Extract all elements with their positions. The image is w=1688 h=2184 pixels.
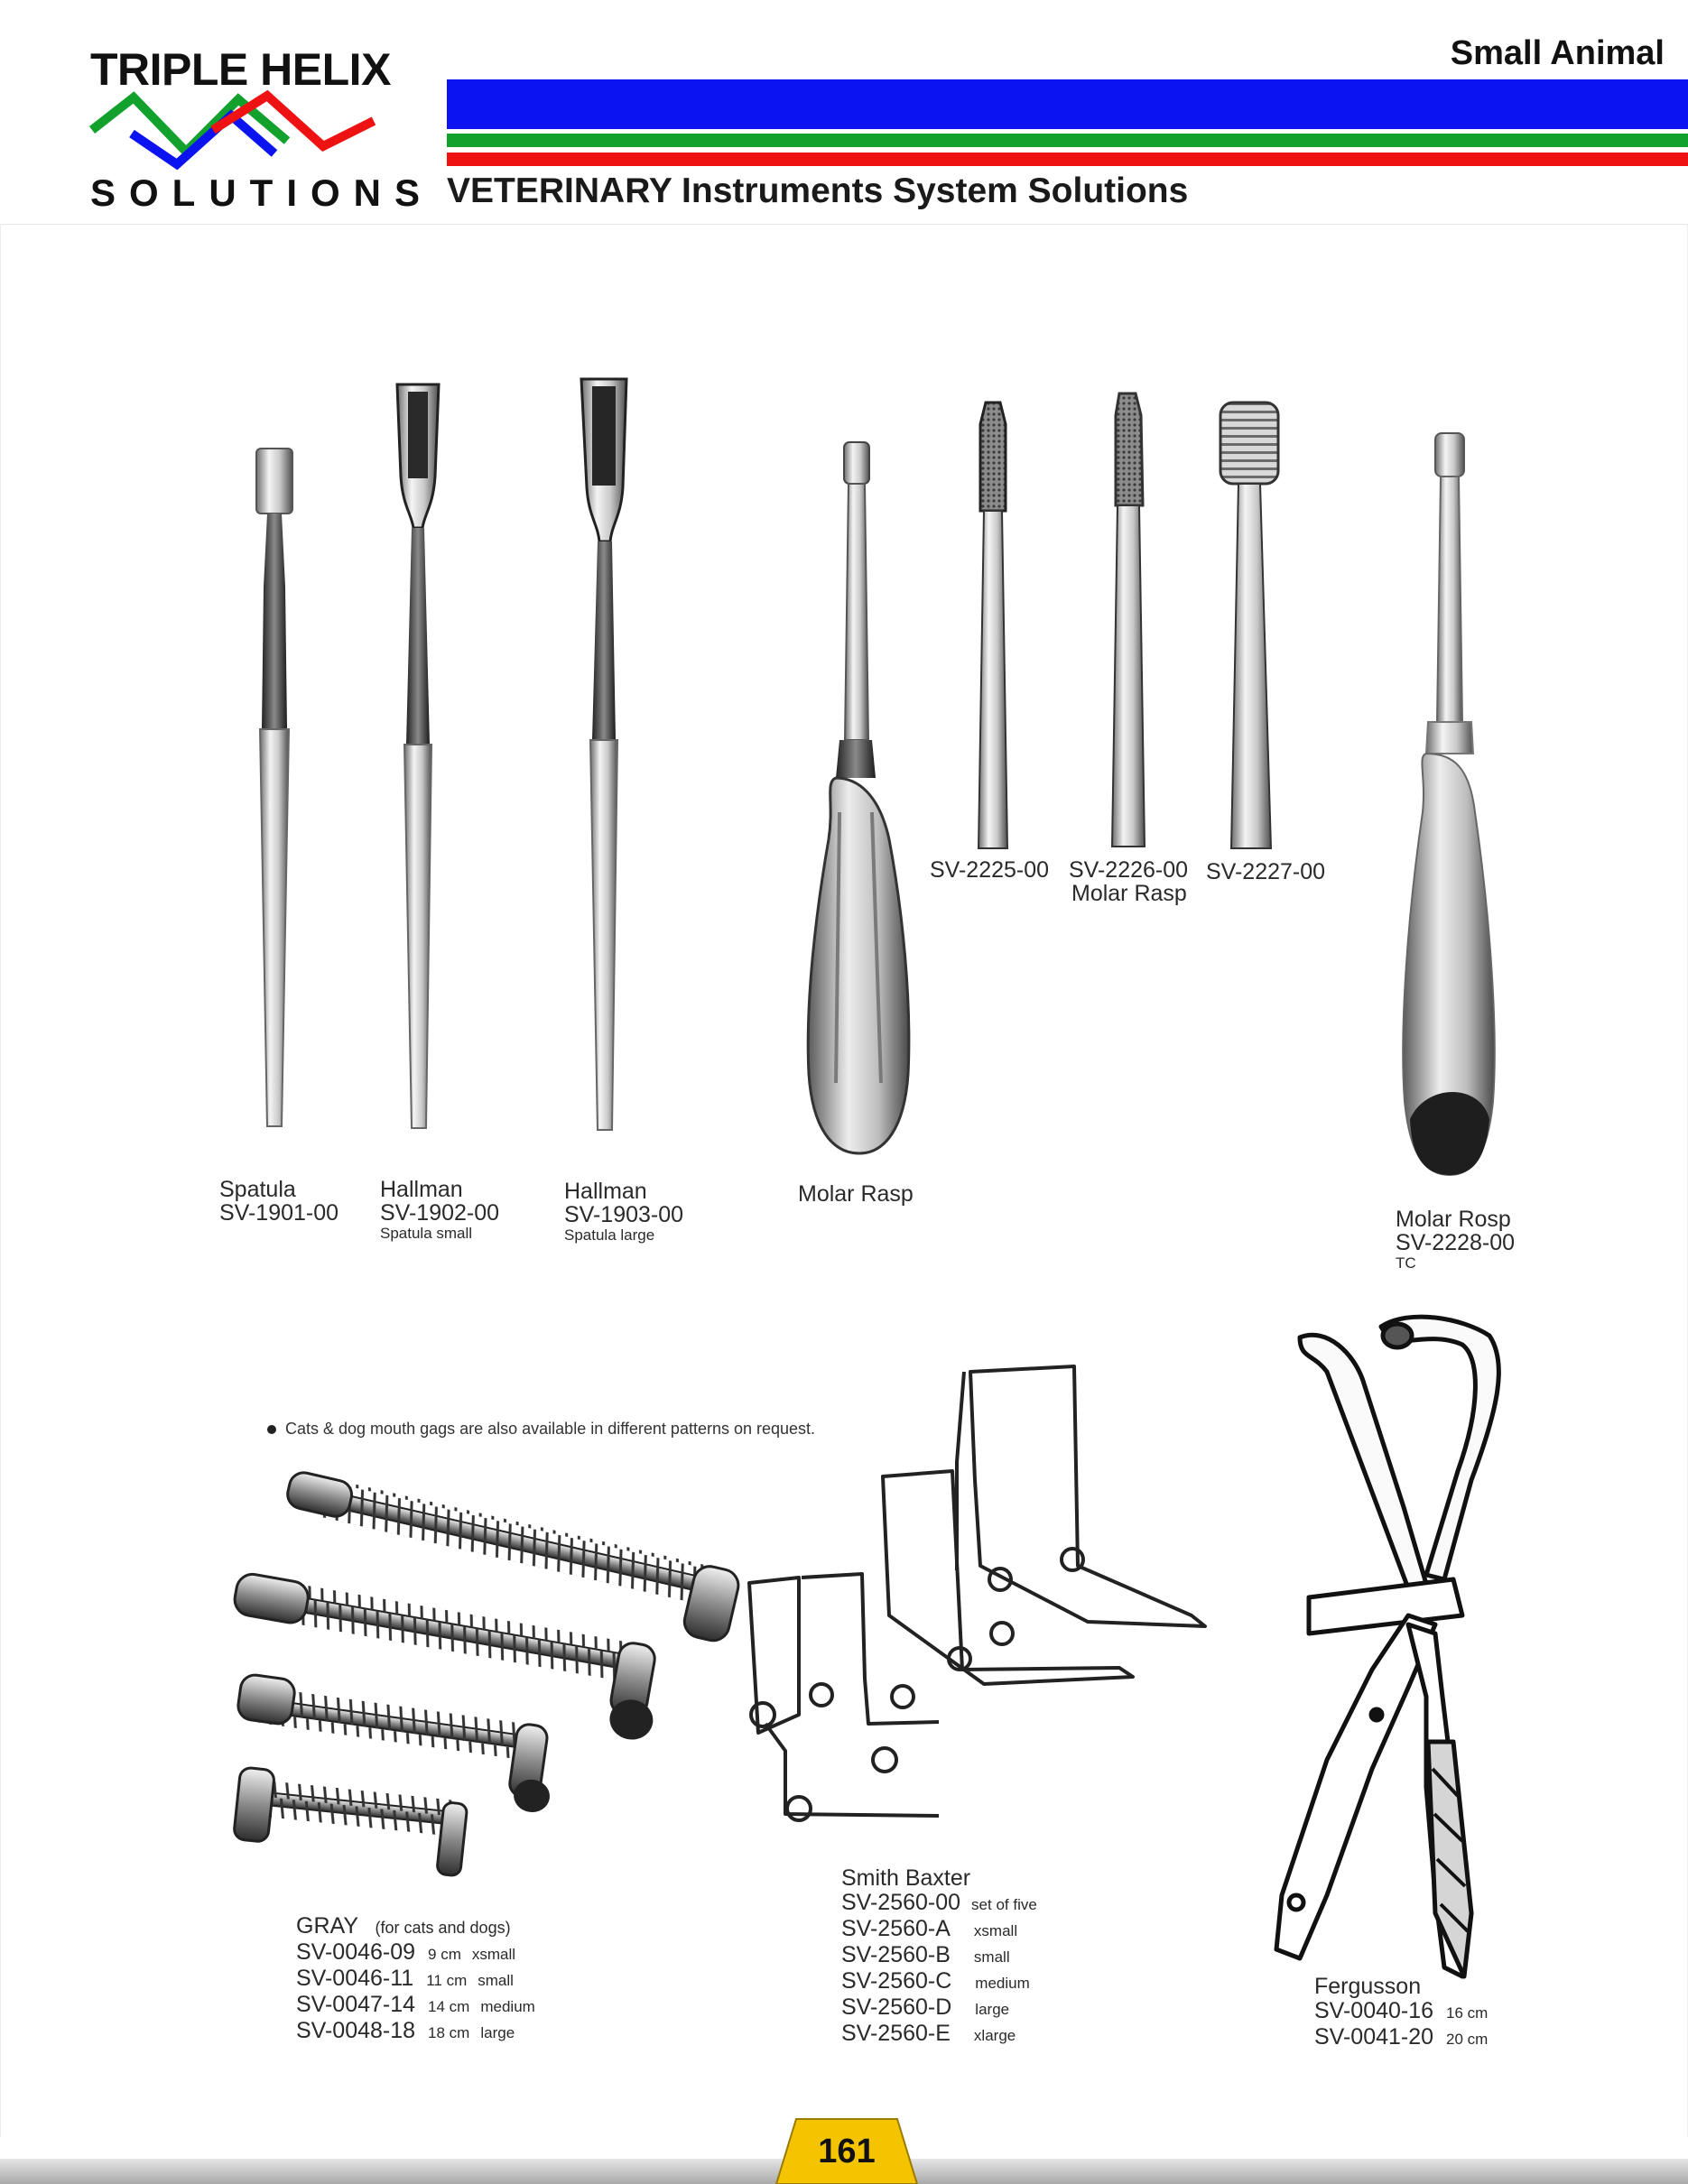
smith-baxter-row — [841, 1969, 1037, 1995]
gray-mouth-gags-icon — [223, 1470, 742, 1876]
fergusson-row-size: 20 cm — [1446, 2031, 1489, 2048]
gray-gag-label — [296, 1914, 535, 2045]
mouth-gag-note-text: Cats & dog mouth gags are also available in different patterns on request. — [285, 1420, 816, 1438]
fergusson-title: Fergusson — [1314, 1974, 1422, 1999]
gray-subtitle: (for cats and dogs) — [375, 1919, 511, 1937]
gray-row-code: SV-0046-11 — [296, 1966, 414, 1991]
molar-rosp-desc: TC — [1396, 1254, 1416, 1272]
gray-row — [296, 1993, 535, 2019]
hallman-large-code: SV-1903-00 — [564, 1202, 684, 1227]
hallman-small-label — [380, 1178, 499, 1243]
molar-rosp-code: SV-2228-00 — [1396, 1230, 1516, 1255]
spatula-code: SV-1901-00 — [219, 1200, 339, 1226]
smith-baxter-row — [841, 2022, 1037, 2048]
smith-baxter-row-code: SV-2560-00 — [841, 1890, 961, 1915]
smith-baxter-row-desc: xsmall — [973, 1922, 1018, 1939]
rasp-2227-code: SV-2227-00 — [1206, 859, 1326, 884]
gray-row-size: 9 cm — [428, 1946, 461, 1963]
spatula-name: Spatula — [219, 1177, 296, 1202]
hallman-small-code: SV-1902-00 — [380, 1200, 500, 1226]
spatula-label — [219, 1178, 339, 1225]
category-title: Small Animal — [1450, 34, 1665, 72]
gray-row-size: 18 cm — [428, 2024, 470, 2041]
hallman-small-name: Hallman — [380, 1177, 463, 1202]
fergusson-row — [1314, 1999, 1488, 2025]
gray-row — [296, 2019, 535, 2045]
smith-baxter-row-desc: large — [975, 2001, 1010, 2018]
smith-baxter-title: Smith Baxter — [841, 1865, 971, 1891]
hallman-large-name: Hallman — [564, 1179, 647, 1204]
fergusson-row — [1314, 2025, 1488, 2051]
rasp-2226-name: Molar Rasp — [1071, 881, 1187, 906]
rasp-2226-label — [1069, 858, 1188, 905]
gray-row-desc: large — [480, 2024, 515, 2041]
gray-row — [296, 1940, 535, 1967]
hallman-small-desc: Spatula small — [380, 1225, 473, 1242]
smith-baxter-row-code: SV-2560-B — [841, 1942, 951, 1967]
gray-row-code: SV-0046-09 — [296, 1939, 416, 1965]
fergusson-row-code: SV-0040-16 — [1314, 1998, 1434, 2023]
molar-rosp-name: Molar Rosp — [1396, 1207, 1511, 1232]
smith-baxter-row-code: SV-2560-A — [841, 1916, 951, 1941]
spatula-instrument-icon — [256, 449, 292, 1126]
smith-baxter-row-desc: small — [973, 1948, 1010, 1966]
gray-row-desc: small — [478, 1972, 514, 1989]
fergusson-mouth-gag-icon — [1276, 1317, 1498, 1976]
smith-baxter-row — [841, 1917, 1037, 1943]
gray-row — [296, 1967, 535, 1993]
gray-row-size: 11 cm — [426, 1972, 468, 1989]
fergusson-row-size: 16 cm — [1446, 2004, 1489, 2022]
molar-rasp-handle-instrument-icon — [808, 442, 909, 1153]
molar-rosp-instrument-icon — [1403, 433, 1495, 1175]
smith-baxter-row-code: SV-2560-C — [841, 1968, 952, 1994]
gray-title-line — [296, 1914, 535, 1940]
smith-baxter-mouth-gags-icon — [749, 1366, 1205, 1820]
smith-baxter-label — [841, 1866, 1037, 2048]
hallman-large-label — [564, 1180, 683, 1245]
smith-baxter-row — [841, 1891, 1037, 1917]
smith-baxter-row-desc: xlarge — [973, 2027, 1016, 2044]
fergusson-label — [1314, 1975, 1488, 2051]
rasp-2225-instrument-icon — [978, 403, 1007, 848]
gray-row-code: SV-0048-18 — [296, 2018, 416, 2043]
smith-baxter-row — [841, 1995, 1037, 2022]
gray-title: GRAY — [296, 1913, 358, 1939]
smith-baxter-row — [841, 1943, 1037, 1969]
fergusson-row-code: SV-0041-20 — [1314, 2024, 1434, 2050]
brand-name-bottom: SOLUTIONS — [90, 171, 434, 214]
smith-baxter-row-code: SV-2560-E — [841, 2021, 951, 2046]
brand-name-top: TRIPLE HELIX — [90, 44, 391, 95]
rasp-2227-instrument-icon — [1220, 403, 1278, 848]
catalog-tagline: VETERINARY Instruments System Solutions — [447, 171, 1189, 210]
hallman-small-instrument-icon — [397, 384, 439, 1128]
gray-row-desc: medium — [480, 1998, 535, 2015]
molar-rosp-label — [1396, 1208, 1515, 1272]
hallman-large-desc: Spatula large — [564, 1226, 655, 1244]
rasp-2226-code: SV-2226-00 — [1069, 857, 1189, 883]
page-number: 161 — [818, 2132, 876, 2170]
smith-baxter-row-desc: set of five — [971, 1896, 1037, 1913]
hallman-large-instrument-icon — [581, 379, 626, 1130]
smith-baxter-row-code: SV-2560-D — [841, 1994, 952, 2020]
molar-rasp-handle-label: Molar Rasp — [798, 1181, 914, 1207]
gray-row-code: SV-0047-14 — [296, 1992, 416, 2017]
rasp-2225-code: SV-2225-00 — [930, 857, 1050, 883]
gray-row-size: 14 cm — [428, 1998, 470, 2015]
gray-row-desc: xsmall — [471, 1946, 516, 1963]
smith-baxter-row-desc: medium — [975, 1975, 1030, 1992]
rasp-2226-instrument-icon — [1112, 393, 1145, 847]
